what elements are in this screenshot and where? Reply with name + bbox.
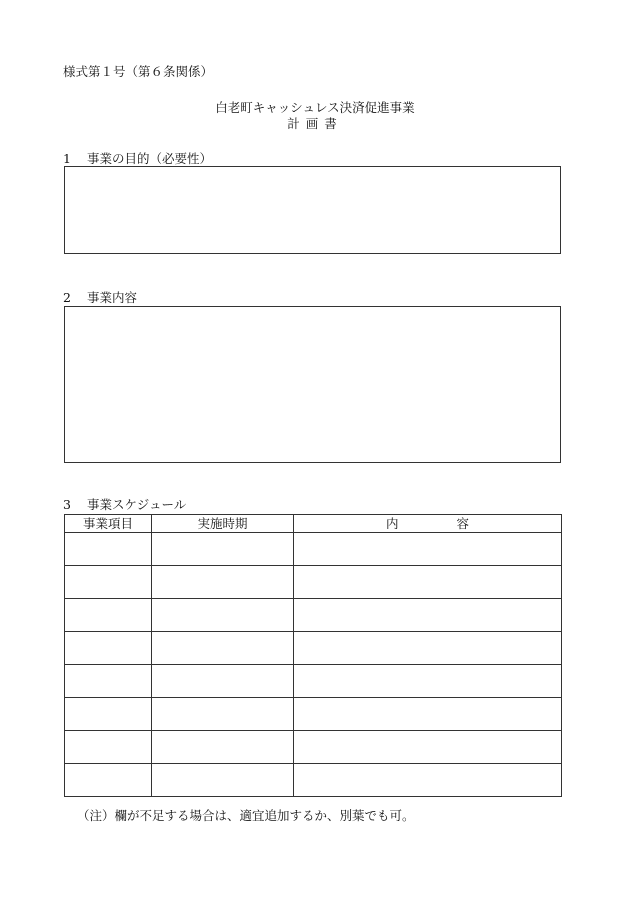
cell-item[interactable] [65,533,152,566]
table-row [65,698,562,731]
section-1-heading [63,151,212,167]
table-row [65,764,562,797]
section-1-number: 1 [63,151,71,166]
schedule-header-row [65,515,562,533]
section-3-title: 事業スケジュール [87,497,187,512]
cell-item[interactable] [65,599,152,632]
cell-content[interactable] [294,764,562,797]
content-input-box[interactable] [64,306,561,463]
cell-content[interactable] [294,698,562,731]
section-2-title: 事業内容 [87,290,138,305]
schedule-body [65,533,562,797]
table-row [65,632,562,665]
cell-item[interactable] [65,632,152,665]
content-header-char-1: 内 [385,515,399,531]
cell-period[interactable] [152,632,294,665]
column-header-period: 実施時期 [152,515,294,533]
cell-period[interactable] [152,599,294,632]
schedule-table [64,514,562,797]
form-number: 様式第１号（第６条関係） [63,64,214,79]
cell-content[interactable] [294,665,562,698]
table-row [65,665,562,698]
cell-content[interactable] [294,731,562,764]
column-header-item: 事業項目 [65,515,152,533]
cell-content[interactable] [294,533,562,566]
document-subtitle: 計画書 [287,116,343,131]
purpose-input-box[interactable] [64,166,561,254]
cell-content[interactable] [294,599,562,632]
cell-item[interactable] [65,665,152,698]
table-row [65,599,562,632]
content-header-char-2: 容 [456,515,470,531]
document-title: 白老町キャッシュレス決済促進事業 [215,100,415,115]
section-2-heading [63,290,137,306]
table-row [65,731,562,764]
cell-period[interactable] [152,764,294,797]
cell-period[interactable] [152,566,294,599]
cell-item[interactable] [65,731,152,764]
table-row [65,533,562,566]
section-2-number: 2 [63,290,71,305]
cell-item[interactable] [65,566,152,599]
cell-item[interactable] [65,698,152,731]
cell-content[interactable] [294,632,562,665]
cell-period[interactable] [152,731,294,764]
cell-period[interactable] [152,533,294,566]
section-3-heading [63,497,186,513]
cell-item[interactable] [65,764,152,797]
table-row [65,566,562,599]
cell-period[interactable] [152,698,294,731]
section-1-title: 事業の目的（必要性） [87,151,213,166]
cell-content[interactable] [294,566,562,599]
cell-period[interactable] [152,665,294,698]
column-header-content [294,515,562,533]
section-3-number: 3 [63,497,71,512]
footnote: （注）欄が不足する場合は、適宜追加するか、別葉でも可。 [77,808,415,823]
